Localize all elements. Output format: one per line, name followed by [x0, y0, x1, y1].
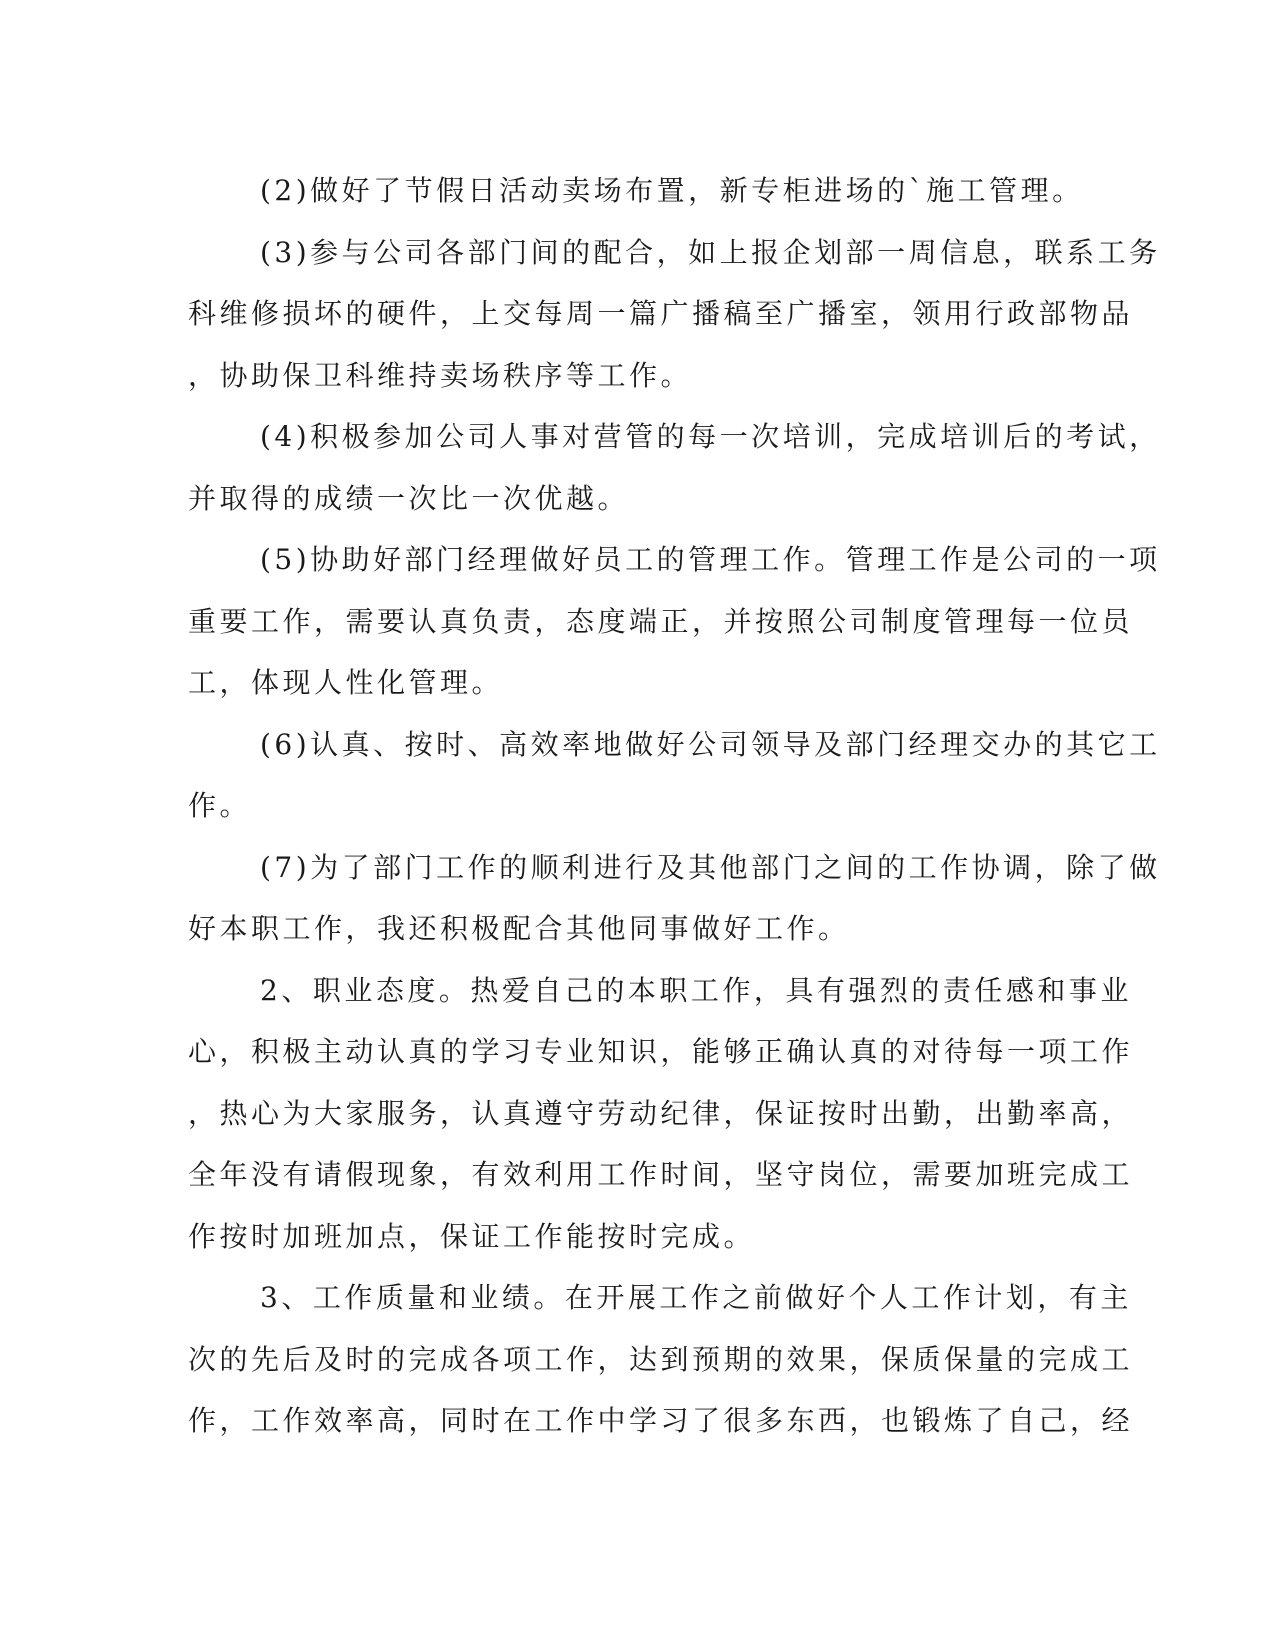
- text-line-20: 次的先后及时的完成各项工作，达到预期的效果，保质保量的完成工: [188, 1342, 1134, 1376]
- text-line-8: 重要工作，需要认真负责，态度端正，并按照公司制度管理每一位员: [188, 604, 1134, 638]
- text-line-1: (2)做好了节假日活动卖场布置，新专柜进场的`施工管理。: [260, 174, 1084, 207]
- text-line-19: 3、工作质量和业绩。在开展工作之前做好个人工作计划，有主: [260, 1281, 1132, 1314]
- text-line-11: 作。: [188, 789, 252, 822]
- text-line-18: 作按时加班加点，保证工作能按时完成。: [188, 1219, 756, 1253]
- text-line-5: (4)积极参加公司人事对营管的每一次培训，完成培训后的考试，: [260, 420, 1161, 453]
- text-line-16: ，热心为大家服务，认真遵守劳动纪律，保证按时出勤，出勤率高，: [188, 1096, 1134, 1130]
- text-line-4: ，协助保卫科维持卖场秩序等工作。: [188, 358, 693, 392]
- text-line-9: 工，体现人性化管理。: [188, 666, 504, 699]
- document-body: [188, 160, 1161, 1452]
- text-line-10: (6)认真、按时、高效率地做好公司领导及部门经理交办的其它工: [260, 727, 1161, 761]
- text-line-14: 2、职业态度。热爱自己的本职工作，具有强烈的责任感和事业: [260, 973, 1132, 1007]
- text-line-6: 并取得的成绩一次比一次优越。: [188, 481, 630, 515]
- text-line-3: 科维修损坏的硬件，上交每周一篇广播稿至广播室，领用行政部物品: [188, 297, 1134, 330]
- text-line-17: 全年没有请假现象，有效利用工作时间，坚守岗位，需要加班完成工: [188, 1158, 1134, 1191]
- text-line-21: 作，工作效率高，同时在工作中学习了很多东西，也锻炼了自己，经: [188, 1404, 1134, 1437]
- text-line-7: (5)协助好部门经理做好员工的管理工作。管理工作是公司的一项: [260, 543, 1161, 576]
- text-line-15: 心，积极主动认真的学习专业知识，能够正确认真的对待每一项工作: [188, 1035, 1134, 1068]
- text-line-2: (3)参与公司各部门间的配合，如上报企划部一周信息，联系工务: [260, 235, 1161, 269]
- text-line-13: 好本职工作，我还积极配合其他同事做好工作。: [188, 912, 850, 945]
- text-line-12: (7)为了部门工作的顺利进行及其他部门之间的工作协调，除了做: [260, 850, 1161, 884]
